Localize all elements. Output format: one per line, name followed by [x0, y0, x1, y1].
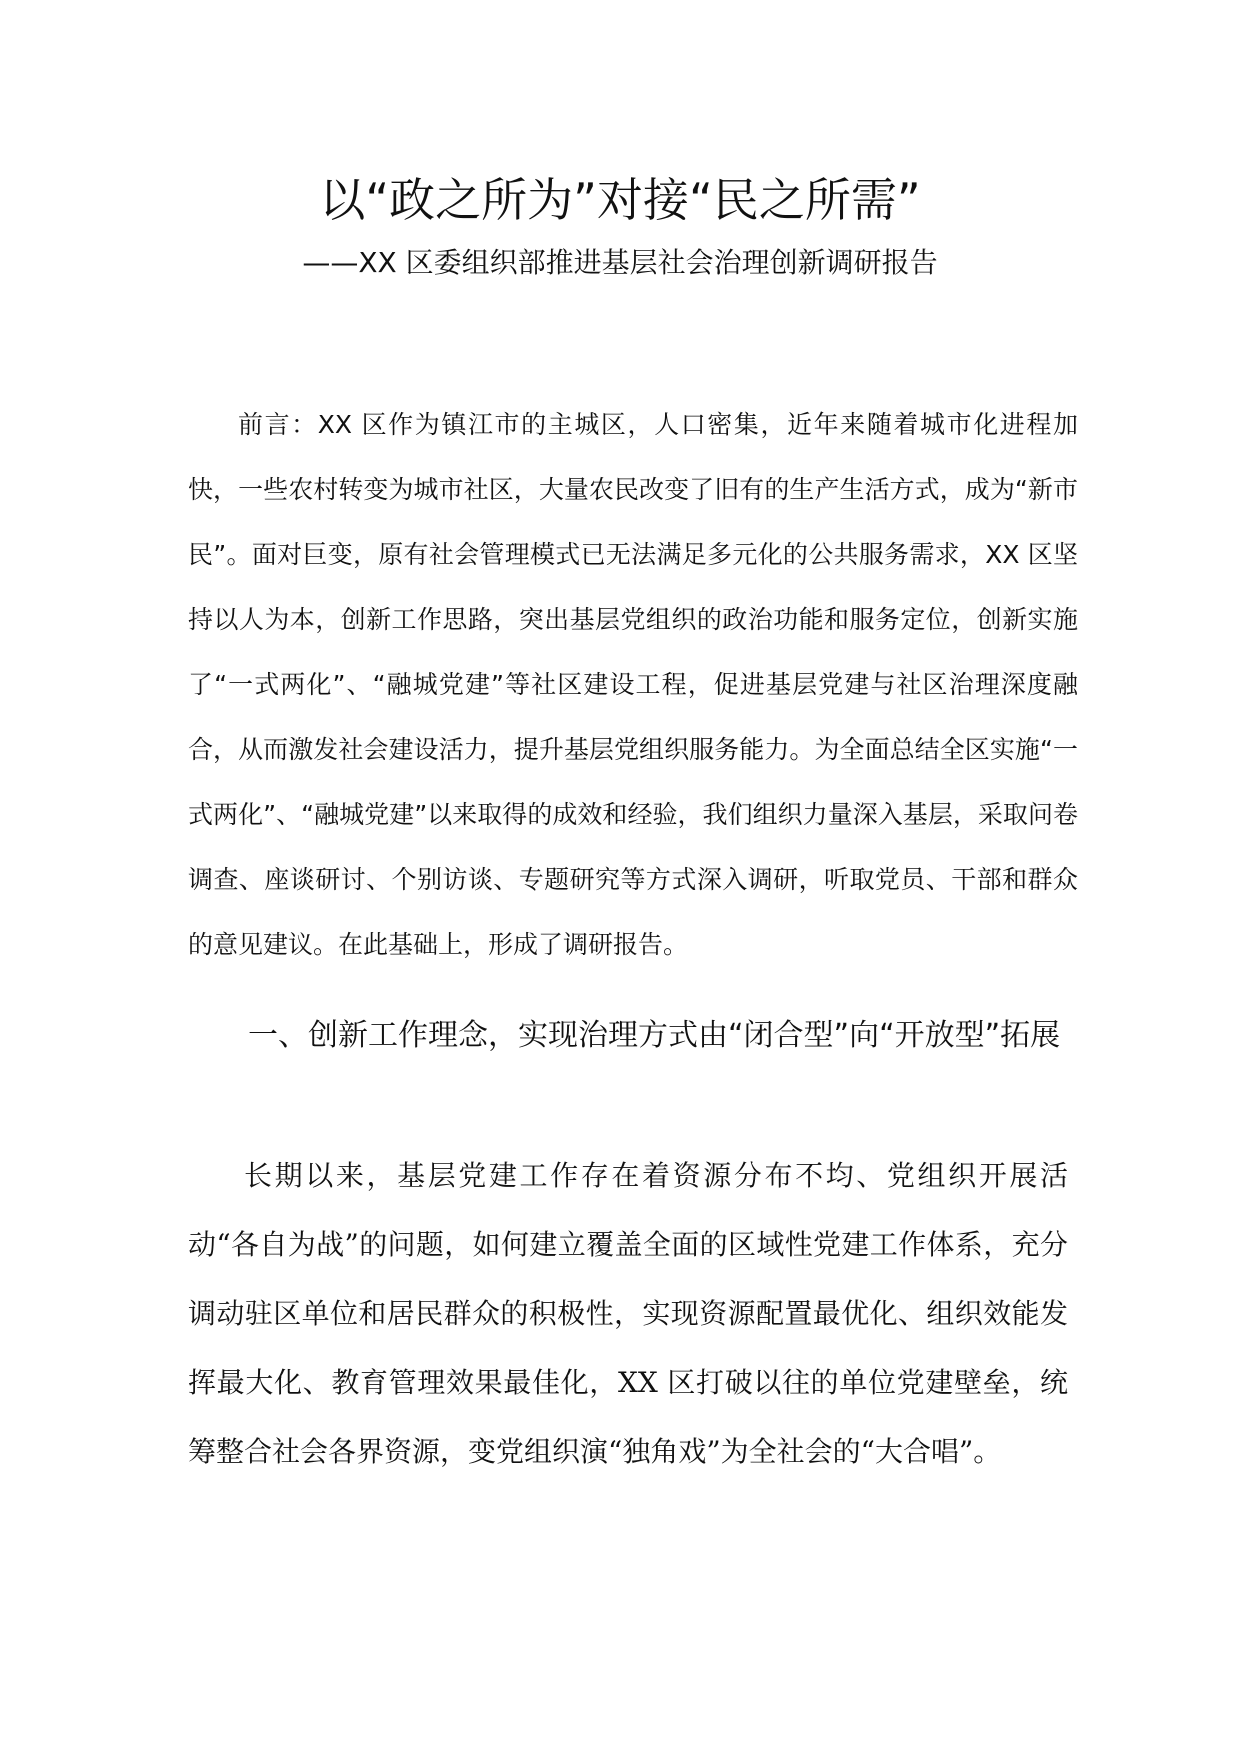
section-heading-1: 一、创新工作理念，实现治理方式由“闭合型”向“开放型”拓展: [248, 1018, 1061, 1053]
document-title: 以“政之所为”对接“民之所需”: [319, 173, 921, 227]
document-subtitle: ——XX 区委组织部推进基层社会治理创新调研报告: [302, 246, 938, 279]
preface-paragraph: 前言：XX 区作为镇江市的主城区，人口密集，近年来随着城市化进程加快，一些农村转变为城市社区，大量农民改变了旧有的生产生活方式，成为“新市民”。面对巨变，原有社会管理模式已无法满足多元化的公共服务需求，XX 区坚持以人为本，创新工作思路，突出基层党组织的政治功能和服务定位，创新实施了“一式两化”、“融城党建”等社区建设工程，促进基层党建与社区治理深度融合，从而激发社会建设活力，提升基层党组织服务能力。为全面总结全区实施“一式两化”、“融城党建”以来取得的成效和经验，我们组织力量深入基层，采取问卷调查、座谈研讨、个别访谈、专题研究等方式深入调研，听取党员、干部和群众的意见建议。在此基础上，形成了调研报告。: [188, 410, 1078, 959]
section-1-paragraph: 长期以来，基层党建工作存在着资源分布不均、党组织开展活动“各自为战”的问题，如何建立覆盖全面的区域性党建工作体系，充分调动驻区单位和居民群众的积极性，实现资源配置最优化、组织效能发挥最大化、教育管理效果最佳化，XX 区打破以往的单位党建壁垒，统筹整合社会各界资源，变党组织演“独角戏”为全社会的“大合唱”。: [188, 1159, 1068, 1468]
